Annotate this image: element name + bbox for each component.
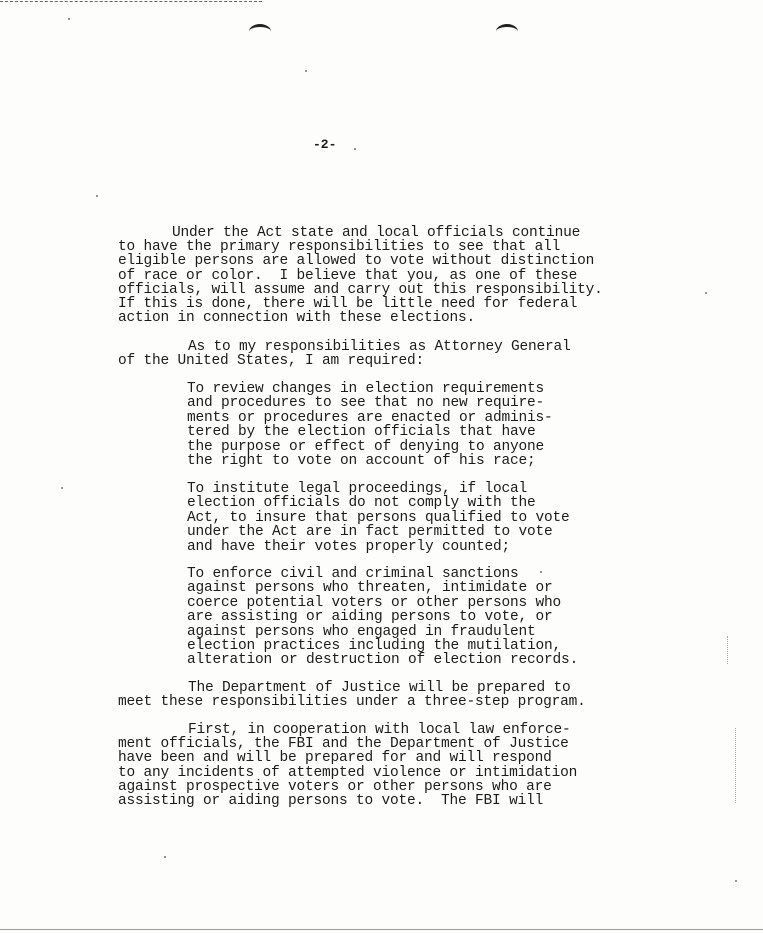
paragraph-7-line: First, in cooperation with local law enforce- <box>188 722 571 738</box>
scan-speck <box>735 880 737 882</box>
scan-speck <box>540 571 542 573</box>
paragraph-1-line: action in connection with these elections. <box>118 310 476 327</box>
scan-speck <box>61 487 63 489</box>
paragraph-1-line: eligible persons are allowed to vote without distinction <box>118 253 595 270</box>
paragraph-1-line: Under the Act state and local officials continue <box>172 225 581 241</box>
paragraph-3-line: To review changes in election requirements <box>187 381 545 397</box>
paragraph-1-line: officials, will assume and carry out this responsibility. <box>118 281 603 298</box>
scan-dotted-mark <box>735 728 736 803</box>
paragraph-4-line: election officials do not comply with the <box>187 495 536 512</box>
paragraph-3-line: the right to vote on account of his race; <box>187 453 536 469</box>
paragraph-5-line: are assisting or aiding persons to vote, or <box>187 609 553 626</box>
paragraph-4-line: under the Act are in fact permitted to vote <box>187 524 553 541</box>
punch-hole-mark-left <box>249 24 271 39</box>
paragraph-6-line: The Department of Justice will be prepared to <box>188 680 571 696</box>
paragraph-4-line: and have their votes properly counted; <box>187 538 511 555</box>
paragraph-3-line: tered by the election officials that have <box>187 424 536 441</box>
paragraph-2-line: As to my responsibilities as Attorney General <box>188 339 571 355</box>
scan-speck <box>96 195 98 197</box>
paragraph-4-line: Act, to insure that persons qualified to vote <box>187 509 570 526</box>
paragraph-5-line: election practices including the mutilation, <box>187 638 562 654</box>
paragraph-6-line: meet these responsibilities under a three-step program. <box>118 694 586 711</box>
paragraph-1-line: of race or color. I believe that you, as one of these <box>118 267 578 284</box>
paragraph-7-line: to any incidents of attempted violence or intimidation <box>118 764 578 781</box>
paragraph-2-line: of the United States, I am required: <box>118 353 425 370</box>
paragraph-5-line: alteration or destruction of election records. <box>187 652 579 669</box>
paragraph-3-line: the purpose or effect of denying to anyone <box>187 438 545 455</box>
paragraph-7-line: against prospective voters or other persons who are <box>118 778 552 795</box>
paragraph-5-line: To enforce civil and criminal sanctions <box>187 566 519 582</box>
paragraph-4-line: To institute legal proceedings, if local <box>187 481 528 497</box>
paragraph-5-line: coerce potential voters or other persons who <box>187 594 562 611</box>
bottom-edge <box>0 929 763 930</box>
paragraph-7-line: ment officials, the FBI and the Department of Justice <box>118 736 569 753</box>
scan-dotted-mark <box>727 636 728 664</box>
punch-hole-mark-right <box>496 24 518 39</box>
paragraph-1-line: If this is done, there will be little need for federal <box>118 296 578 312</box>
paragraph-7-line: assisting or aiding persons to vote. The FBI will <box>118 793 544 809</box>
scan-speck <box>354 148 356 150</box>
top-dashed-edge <box>0 1 262 2</box>
scan-speck <box>705 292 707 294</box>
paragraph-5-line: against persons who threaten, intimidate or <box>187 580 553 597</box>
paragraph-7-line: have been and will be prepared for and will respond <box>118 750 552 767</box>
scan-speck <box>305 70 307 72</box>
scan-speck <box>68 18 70 20</box>
paragraph-1-line: to have the primary responsibilities to see that all <box>118 239 561 256</box>
page-number: -2- <box>313 137 337 152</box>
paragraph-3-line: ments or procedures are enacted or adminis- <box>187 409 553 426</box>
paragraph-3-line: and procedures to see that no new require- <box>187 395 545 412</box>
paragraph-5-line: against persons who engaged in fraudulent <box>187 623 536 640</box>
scan-speck <box>164 856 166 858</box>
